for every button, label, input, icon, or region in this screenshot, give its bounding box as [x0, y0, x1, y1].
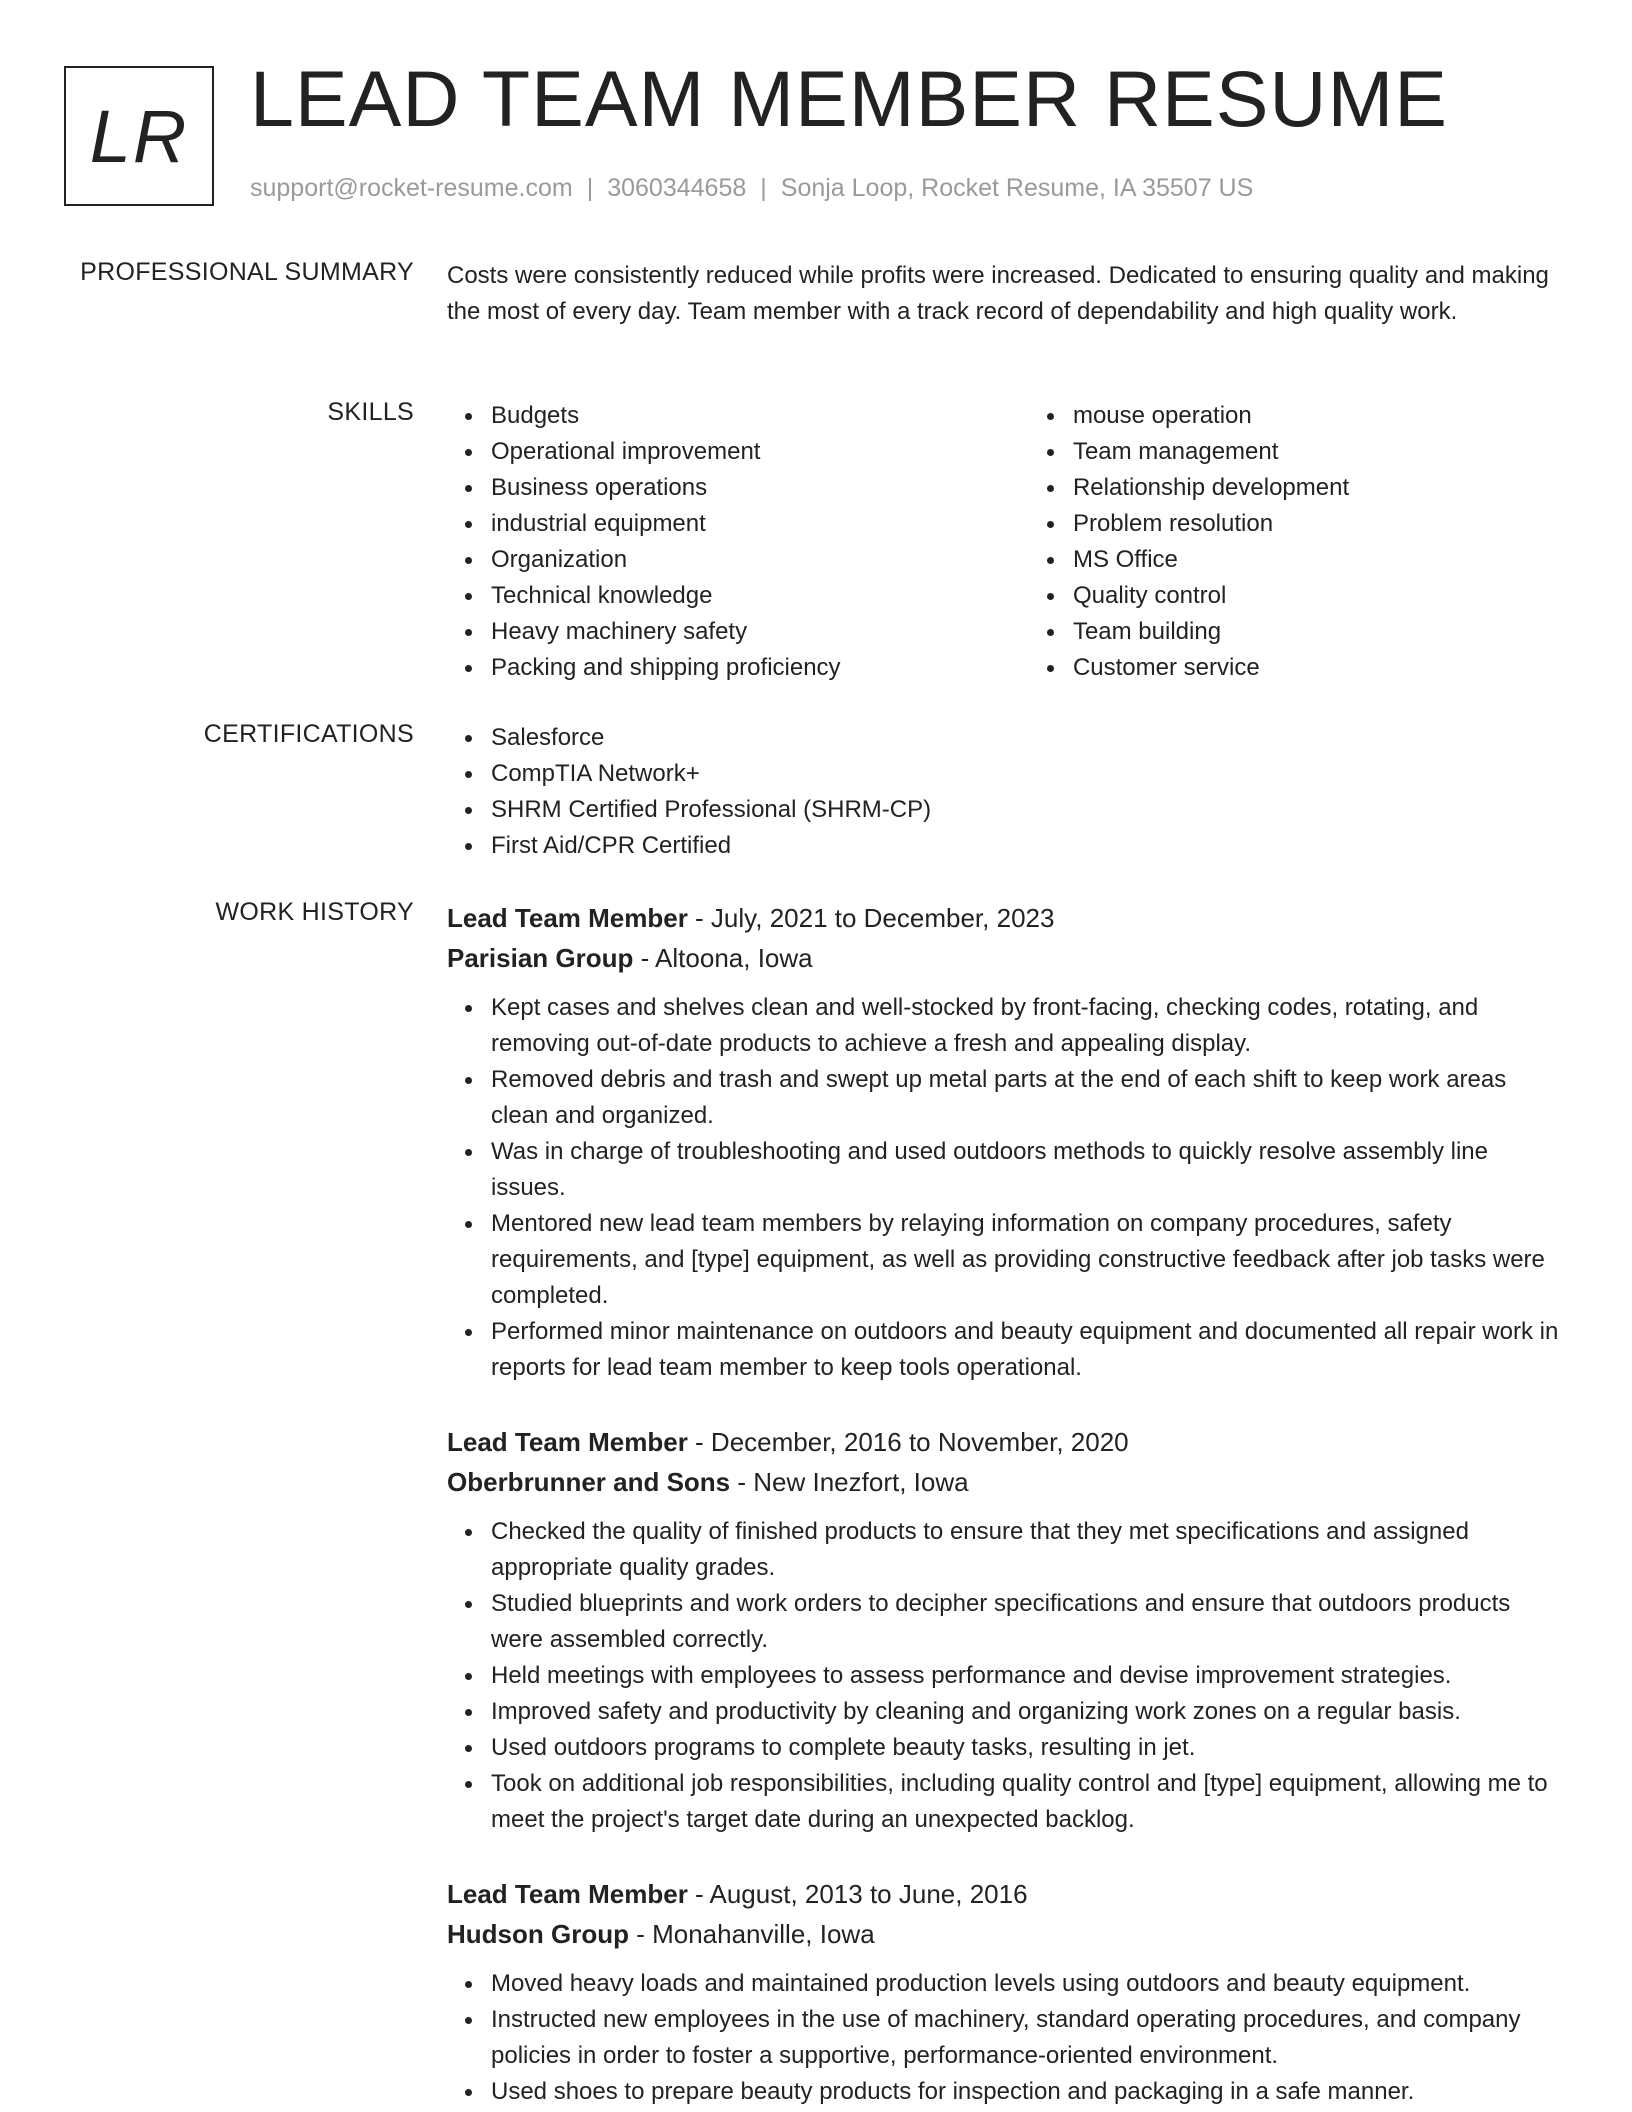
- job-duty-item: Was in charge of troubleshooting and used outdoors methods to quickly resolve assembly line issues.: [491, 1134, 1562, 1206]
- skill-item: industrial equipment: [491, 506, 1029, 542]
- certification-item: SHRM Certified Professional (SHRM-CP): [491, 792, 1562, 828]
- job-company: Parisian Group: [447, 943, 634, 973]
- job-duties-list: [447, 1966, 1562, 2110]
- job-duty-item: Moved heavy loads and maintained production levels using outdoors and beauty equipment.: [491, 1966, 1562, 2002]
- certifications-body: [447, 720, 1562, 864]
- skill-item: Relationship development: [1073, 470, 1562, 506]
- job-entry: [447, 1874, 1562, 2110]
- skill-item: Business operations: [491, 470, 1029, 506]
- job-entry: [447, 898, 1562, 1386]
- job-dates: - July, 2021 to December, 2023: [687, 903, 1055, 933]
- job-duty-item: Improved safety and productivity by cleaning and organizing work zones on a regular basis.: [491, 1694, 1562, 1730]
- job-duty-item: Kept cases and shelves clean and well-stocked by front-facing, checking codes, rotating, and removing out-of-date products to achieve a fresh and appealing display.: [491, 990, 1562, 1062]
- summary-text: Costs were consistently reduced while profits were increased. Dedicated to ensuring quality and making the most of every day. Team member with a track record of dependability and high quality work.: [447, 262, 1549, 325]
- skill-item: Team management: [1073, 434, 1562, 470]
- job-duty-item: Held meetings with employees to assess performance and devise improvement strategies.: [491, 1658, 1562, 1694]
- skill-item: Packing and shipping proficiency: [491, 650, 1029, 686]
- contact-separator: |: [586, 174, 594, 202]
- skill-item: Operational improvement: [491, 434, 1029, 470]
- certifications-list: [447, 720, 1562, 864]
- resume-title: LEAD TEAM MEMBER RESUME: [250, 54, 1448, 143]
- job-company: Hudson Group: [447, 1919, 629, 1949]
- job-duty-item: Studied blueprints and work orders to decipher specifications and ensure that outdoors products were assembled correctly.: [491, 1586, 1562, 1658]
- skill-item: Customer service: [1073, 650, 1562, 686]
- certifications-label: CERTIFICATIONS: [203, 720, 414, 748]
- job-duty-item: Removed debris and trash and swept up metal parts at the end of each shift to keep work areas clean and organized.: [491, 1062, 1562, 1134]
- job-duty-item: Mentored new lead team members by relaying information on company procedures, safety requirements, and [type] equipment, as well as providing constructive feedback after job tasks were completed.: [491, 1206, 1562, 1314]
- skill-item: Organization: [491, 542, 1029, 578]
- monogram-badge: [64, 66, 214, 206]
- job-company-line: [447, 1462, 1562, 1502]
- skill-item: Problem resolution: [1073, 506, 1562, 542]
- job-location: - New Inezfort, Iowa: [730, 1467, 969, 1497]
- skills-label: SKILLS: [327, 398, 414, 426]
- job-entry: [447, 1422, 1562, 1838]
- job-duties-list: [447, 990, 1562, 1386]
- skill-item: Quality control: [1073, 578, 1562, 614]
- job-title: Lead Team Member: [447, 1427, 688, 1457]
- contact-email: support@rocket-resume.com: [250, 174, 573, 202]
- skills-list-right: [1029, 398, 1562, 686]
- contact-phone: 3060344658: [607, 174, 747, 202]
- job-location: - Monahanville, Iowa: [628, 1919, 875, 1949]
- job-title-line: [447, 1874, 1562, 1914]
- job-location: - Altoona, Iowa: [633, 943, 813, 973]
- job-title-line: [447, 1422, 1562, 1462]
- monogram-initials: LR: [89, 94, 189, 178]
- skill-item: Budgets: [491, 398, 1029, 434]
- job-dates: - August, 2013 to June, 2016: [687, 1879, 1028, 1909]
- certification-item: First Aid/CPR Certified: [491, 828, 1562, 864]
- job-company: Oberbrunner and Sons: [447, 1467, 731, 1497]
- job-title: Lead Team Member: [447, 1879, 688, 1909]
- certification-item: CompTIA Network+: [491, 756, 1562, 792]
- job-company-line: [447, 938, 1562, 978]
- job-dates: - December, 2016 to November, 2020: [687, 1427, 1129, 1457]
- job-duty-item: Checked the quality of finished products to ensure that they met specifications and assigned appropriate quality grades.: [491, 1514, 1562, 1586]
- contact-separator: |: [760, 174, 767, 202]
- contact-address: Sonja Loop, Rocket Resume, IA 35507 US: [780, 174, 1254, 202]
- job-duty-item: Instructed new employees in the use of machinery, standard operating procedures, and company policies in order to foster a supportive, performance-oriented environment.: [491, 2002, 1562, 2074]
- skill-item: Heavy machinery safety: [491, 614, 1029, 650]
- certification-item: Salesforce: [491, 720, 1562, 756]
- job-duty-item: Used outdoors programs to complete beauty tasks, resulting in jet.: [491, 1730, 1562, 1766]
- work-history-label: WORK HISTORY: [215, 898, 414, 926]
- job-duty-item: Used shoes to prepare beauty products for inspection and packaging in a safe manner.: [491, 2074, 1562, 2110]
- job-title: Lead Team Member: [447, 903, 688, 933]
- skills-body: [447, 398, 1562, 686]
- contact-line: [250, 174, 1253, 203]
- skill-item: mouse operation: [1073, 398, 1562, 434]
- skill-item: MS Office: [1073, 542, 1562, 578]
- skill-item: Team building: [1073, 614, 1562, 650]
- work-history-body: [447, 898, 1562, 2110]
- job-duties-list: [447, 1514, 1562, 1838]
- job-company-line: [447, 1914, 1562, 1954]
- skill-item: Technical knowledge: [491, 578, 1029, 614]
- job-duty-item: Took on additional job responsibilities, including quality control and [type] equipment, allowing me to meet the project's target date during an unexpected backlog.: [491, 1766, 1562, 1838]
- job-title-line: [447, 898, 1562, 938]
- summary-label: PROFESSIONAL SUMMARY: [80, 258, 414, 286]
- skills-list-left: [447, 398, 1029, 686]
- job-duty-item: Performed minor maintenance on outdoors and beauty equipment and documented all repair work in reports for lead team member to keep tools operational.: [491, 1314, 1562, 1386]
